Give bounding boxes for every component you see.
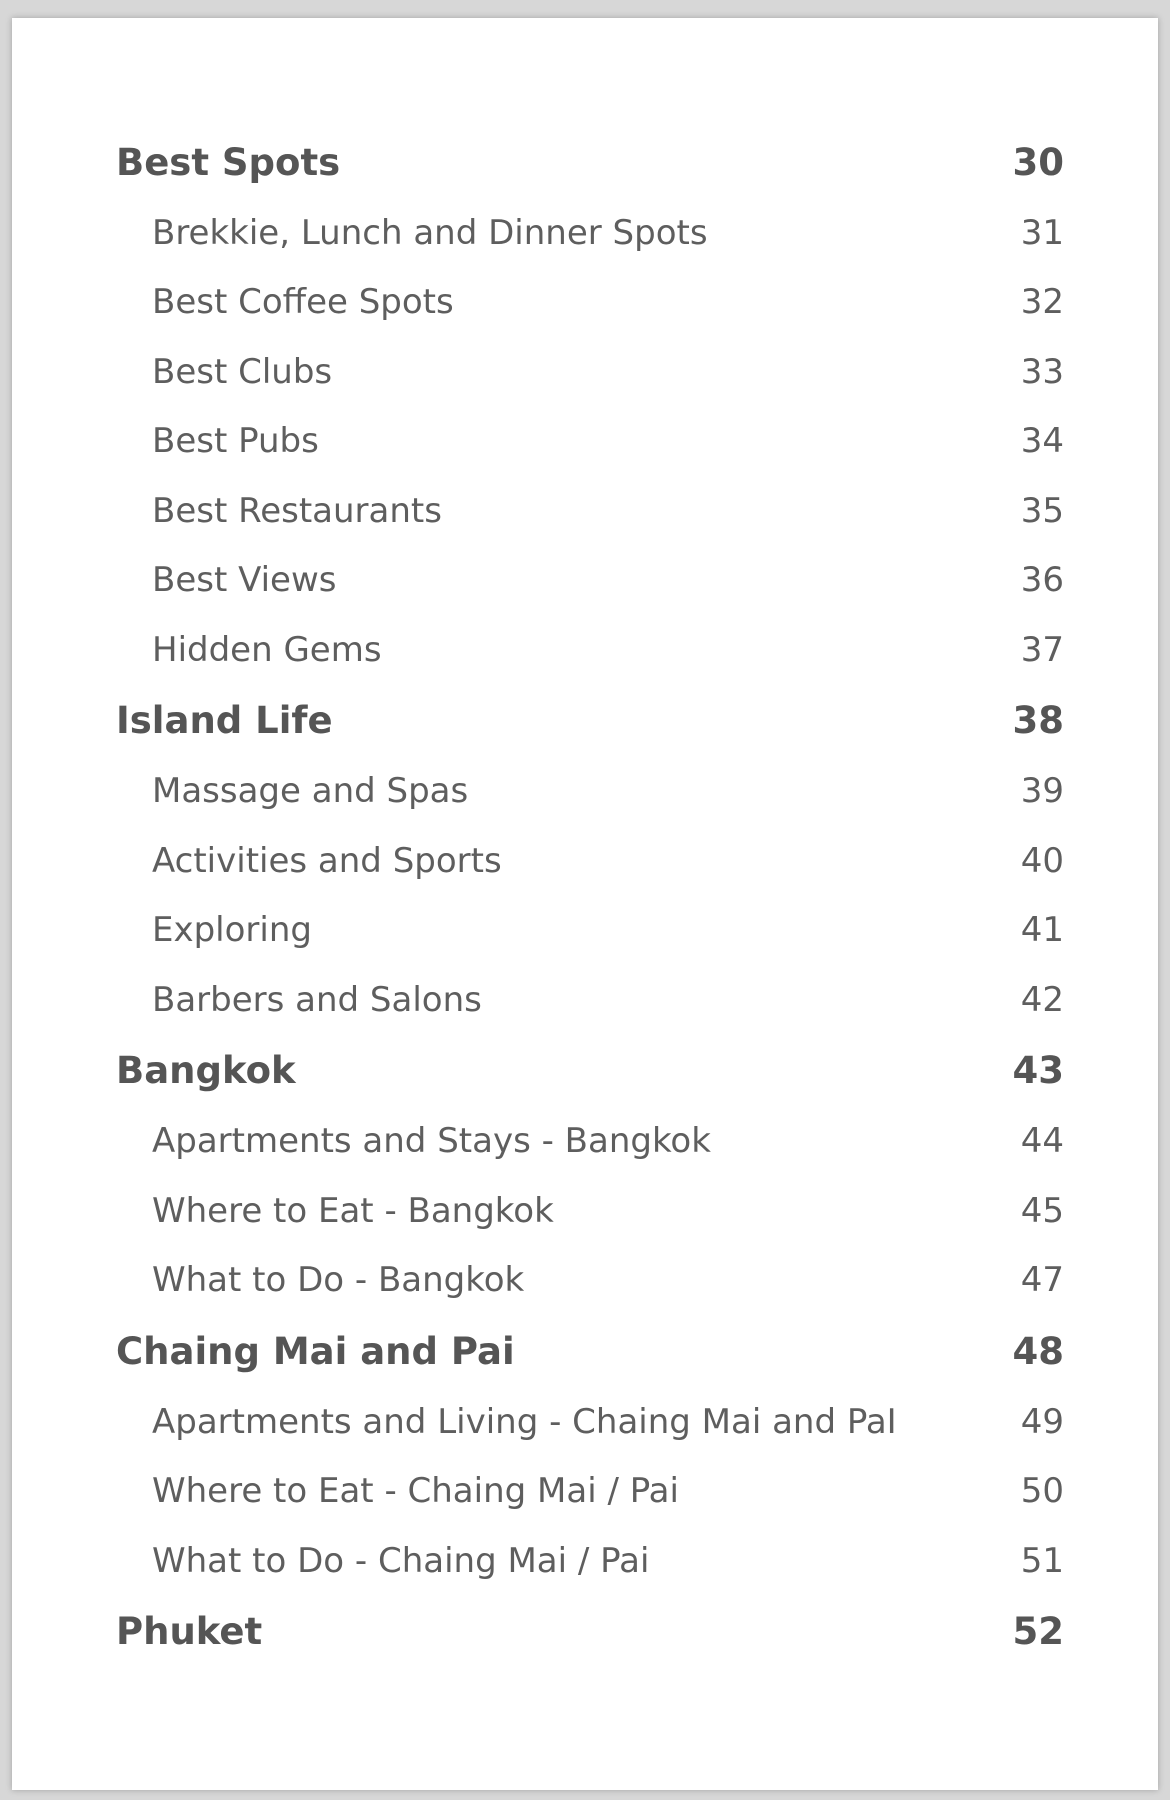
section-title: Phuket (116, 1610, 263, 1653)
section-title: Island Life (116, 699, 333, 742)
toc-section-best-spots[interactable] (116, 126, 1064, 198)
toc-entry[interactable] (116, 268, 1064, 338)
toc-entry[interactable] (116, 965, 1064, 1035)
section-page-number: 38 (1012, 699, 1064, 742)
toc-entry[interactable] (116, 1457, 1064, 1527)
entry-page-number: 41 (1020, 910, 1064, 951)
entry-page-number: 47 (1020, 1260, 1064, 1301)
toc-entry[interactable] (116, 1246, 1064, 1316)
entry-title: Activities and Sports (152, 840, 502, 881)
entry-title: Massage and Spas (152, 771, 469, 812)
section-page-number: 48 (1012, 1329, 1064, 1373)
toc-section-island-life[interactable] (116, 685, 1064, 757)
entry-page-number: 42 (1020, 979, 1064, 1020)
entry-title: Best Coffee Spots (152, 282, 454, 323)
entry-page-number: 35 (1020, 490, 1064, 531)
toc-entry[interactable] (116, 896, 1064, 966)
toc-entry[interactable] (116, 757, 1064, 827)
section-title: Chaing Mai and Pai (116, 1329, 515, 1373)
section-title: Best Spots (116, 140, 341, 184)
toc-section-phuket[interactable] (116, 1596, 1064, 1668)
entry-title: Hidden Gems (152, 629, 382, 670)
entry-page-number: 32 (1020, 282, 1064, 323)
entry-page-number: 45 (1020, 1190, 1064, 1231)
toc-section-chaing-mai-and-pai[interactable] (116, 1315, 1064, 1387)
entry-page-number: 31 (1020, 212, 1064, 253)
entry-title: Exploring (152, 910, 312, 951)
entry-page-number: 50 (1020, 1471, 1064, 1512)
entry-page-number: 33 (1020, 351, 1064, 392)
section-page-number: 30 (1012, 140, 1064, 184)
entry-title: What to Do - Chaing Mai / Pai (152, 1540, 650, 1581)
entry-title: Apartments and Stays - Bangkok (152, 1121, 711, 1162)
document-page (12, 18, 1158, 1790)
entry-page-number: 34 (1020, 421, 1064, 462)
toc-entry[interactable] (116, 337, 1064, 407)
entry-page-number: 40 (1020, 840, 1064, 881)
section-page-number: 43 (1012, 1049, 1064, 1092)
toc-entry[interactable] (116, 407, 1064, 477)
entry-title: Where to Eat - Bangkok (152, 1190, 554, 1231)
toc-entry[interactable] (116, 198, 1064, 268)
section-title: Bangkok (116, 1049, 296, 1092)
entry-title: Best Pubs (152, 421, 319, 462)
entry-title: Best Clubs (152, 351, 333, 392)
entry-title: Best Restaurants (152, 490, 442, 531)
section-page-number: 52 (1012, 1610, 1064, 1653)
entry-page-number: 39 (1020, 771, 1064, 812)
entry-title: Barbers and Salons (152, 979, 482, 1020)
table-of-contents (116, 126, 1064, 1668)
entry-title: Best Views (152, 560, 337, 601)
entry-page-number: 49 (1020, 1401, 1064, 1442)
toc-entry[interactable] (116, 1107, 1064, 1177)
toc-entry[interactable] (116, 1387, 1064, 1457)
toc-entry[interactable] (116, 476, 1064, 546)
toc-entry[interactable] (116, 546, 1064, 616)
toc-section-bangkok[interactable] (116, 1035, 1064, 1107)
entry-title: Apartments and Living - Chaing Mai and PaI (152, 1401, 897, 1442)
entry-page-number: 37 (1020, 629, 1064, 670)
entry-title: Brekkie, Lunch and Dinner Spots (152, 212, 708, 253)
entry-page-number: 51 (1020, 1540, 1064, 1581)
entry-title: Where to Eat - Chaing Mai / Pai (152, 1471, 679, 1512)
toc-entry[interactable] (116, 1526, 1064, 1596)
toc-entry[interactable] (116, 1176, 1064, 1246)
entry-page-number: 36 (1020, 560, 1064, 601)
toc-entry[interactable] (116, 826, 1064, 896)
toc-entry[interactable] (116, 615, 1064, 685)
entry-page-number: 44 (1020, 1121, 1064, 1162)
entry-title: What to Do - Bangkok (152, 1260, 525, 1301)
